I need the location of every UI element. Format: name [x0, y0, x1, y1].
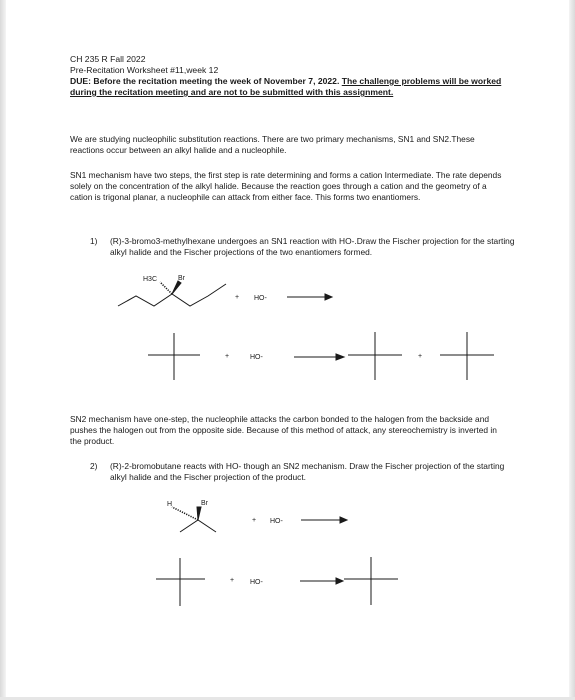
q2-carbon-chain [180, 520, 216, 532]
sn2-paragraph: SN2 mechanism have one-step, the nucleophile attacks the carbon bonded to the halogen from the backside and pushes the halogen out from the opposite side. Because of this method of attack, any stereochemistry is inverted in the product. [70, 414, 497, 446]
q2-hydrogen-label: H [167, 501, 173, 508]
question-1-number: 1) [90, 236, 98, 246]
q2-row-arrow-head [336, 578, 343, 584]
q1-hydroxide-label: HO- [254, 295, 267, 302]
question-1-text: (R)-3-bromo3-methylhexane undergoes an SN1 reaction with HO-.Draw the Fischer projection for the starting alkyl halide and the Fischer projections of the two enantiomers formed. [110, 236, 515, 257]
q1-plus-3: + [418, 353, 423, 360]
q1-row-arrow-head [336, 354, 344, 360]
intro-paragraph: We are studying nucleophilic substitution reactions. There are two primary mechanisms, SN1 and SN2.These reactions occur between an alkyl halide and a nucleophile. [70, 134, 475, 155]
course-title: CH 235 R Fall 2022 [70, 54, 146, 64]
sn1-paragraph: SN1 mechanism have two steps, the first step is rate determining and forms a cation Intermediate. The rate depends solely on the concentration of the alkyl halide. Because the reaction goes through a cation and the geometry of a cation is trigonal planar, a nucleophile can attack from either face. This forms two enantiomers. [70, 170, 502, 202]
due-prefix: DUE: Before the recitation meeting the week of November 7, 2022. [70, 76, 340, 86]
q2-plus-1: + [252, 517, 257, 524]
q2-arrow-head [340, 517, 347, 523]
q2-bromine-label: Br [201, 500, 208, 507]
q1-carbon-chain [118, 284, 226, 306]
worksheet-title: Pre-Recitation Worksheet #11,week 12 [70, 65, 219, 75]
q1-plus-1: + [235, 294, 240, 301]
q2-hashed-bond [172, 507, 198, 520]
question-2-text: (R)-2-bromobutane reacts with HO- though an SN2 mechanism. Draw the Fischer projection of the starting alkyl halide and the Fischer projection of the product. [110, 461, 505, 482]
q1-arrow-head [325, 294, 332, 300]
q2-hydroxide-label: HO- [270, 518, 283, 525]
due-underlined: The challenge problems will be worked during the recitation meeting and are not to be submitted with this assignment. [70, 76, 502, 97]
q2-hydroxide-label-2: HO- [250, 579, 263, 586]
q1-hashed-bond [160, 282, 172, 294]
q1-wedge-bond [172, 281, 181, 294]
q1-bromine-label: Br [178, 275, 185, 282]
q1-plus-2: + [225, 353, 230, 360]
q2-plus-2: + [230, 577, 235, 584]
q1-hydroxide-label-2: HO- [250, 354, 263, 361]
q2-wedge-bond [197, 507, 201, 520]
question-2-number: 2) [90, 461, 98, 471]
q1-methyl-label: H3C [143, 276, 158, 283]
